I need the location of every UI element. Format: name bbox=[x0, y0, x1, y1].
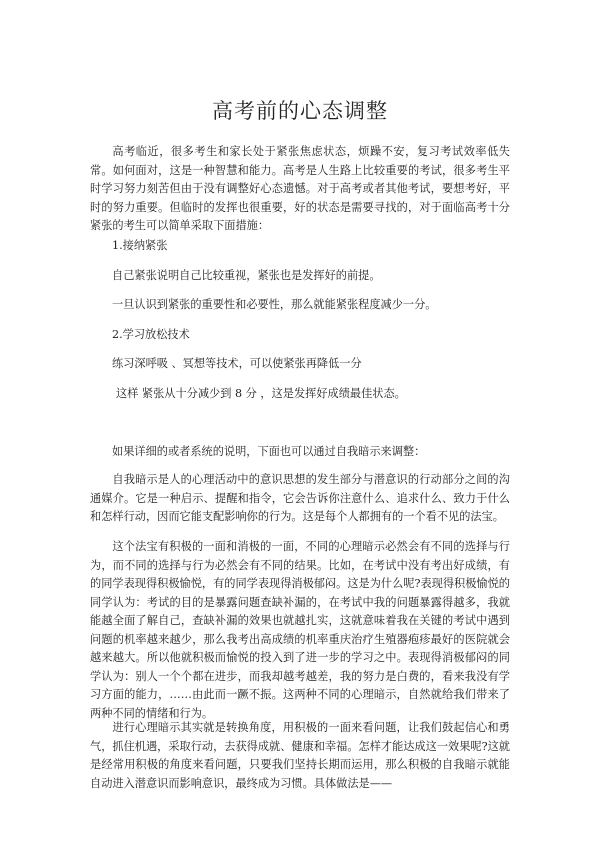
section1-heading: 1.接纳紧张 bbox=[112, 239, 168, 252]
detail-intro: 如果详细的或者系统的说明，下面也可以通过自我暗示来调整： bbox=[112, 445, 426, 458]
section2-line1: 练习深呼吸 、冥想等技术，可以使紧张再降低一分 bbox=[112, 357, 362, 370]
section2-line2: 这样 紧张从十分减少到 8 分 ，这是发挥好成绩最佳状态。 bbox=[116, 387, 406, 400]
intro-paragraph: 高考临近，很多考生和家长处于紧张焦虑状态，烦躁不安，复习考试效率低失常。如何面对，这是一种智慧和能力。高考是人生路上比较重要的考试，很多考生平时学习努力刻苦但由于没有调整好心态遗憾。对于高考或者其他考试，要想考好，平时的努力重要。但临时的发挥也很重要，好的状态是需要寻找的，对于面临高考十分紧张的考生可以简单采取下面措施： bbox=[90, 145, 510, 232]
section2-heading: 2.学习放松技术 bbox=[112, 328, 190, 341]
paragraph-positive-negative: 这个法宝有积极的一面和消极的一面，不同的心理暗示必然会有不同的选择与行为，而不同的选择与行为必然会有不同的结果。比如，在考试中没有考出好成绩，有的同学表现得积极愉悦，有的同学表现得消极郁闷。这是为什么呢?表现得积极愉悦的同学认为：考试的目的是暴露问题查缺补漏的，在考试中我的问题暴露得越多，我就能越全面了解自己，查缺补漏的效果也就越扎实，这就意味着我在关键的考试中遇到问题的机率越来越少，那么我考出高成绩的机率重庆治疗生殖器疱疹最好的医院就会越来越大。所以他就积极而愉悦的投入到了进一步的学习之中。表现得消极郁闷的同学认为：别人一个个都在进步，而我却越考越差，我的努力是白费的，看来我没有学习方面的能力，……由此而一蹶不振。这两种不同的心理暗示，自然就给我们带来了两种不同的情绪和行为。 bbox=[90, 540, 510, 720]
paragraph-self-suggestion: 自我暗示是人的心理活动中的意识思想的发生部分与潜意识的行动部分之间的沟通媒介。它是一种启示、提醒和指令，它会告诉你注意什么、追求什么、致力于什么和怎样行动，因而它能支配影响你的行为。这是每个人都拥有的一个看不见的法宝。 bbox=[90, 473, 510, 523]
paragraph-method: 进行心理暗示其实就是转换角度，用积极的一面来看问题，让我们鼓起信心和勇气，抓住机遇，采取行动，去获得成就、健康和幸福。怎样才能达成这一效果呢?这就是经常用积极的角度来看问题，只要我们坚持长期而运用，那么积极的自我暗示就能自动进入潜意识而影响意识，最终成为习惯。具体做法是—— bbox=[90, 721, 510, 790]
section1-line1: 自己紧张说明自己比较重视，紧张也是发挥好的前提。 bbox=[112, 269, 381, 282]
section1-line2: 一旦认识到紧张的重要性和必要性，那么就能紧张程度减少一分。 bbox=[112, 298, 437, 311]
page-title: 高考前的心态调整 bbox=[212, 99, 388, 123]
